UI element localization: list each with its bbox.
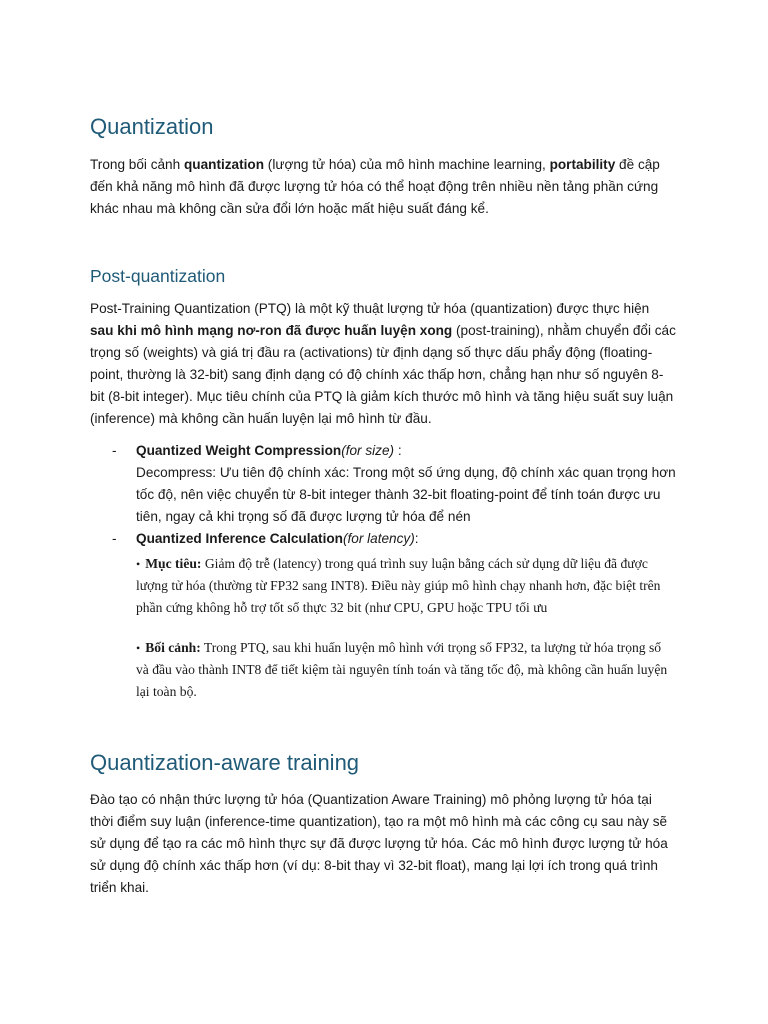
item-title: Quantized Weight Compression	[136, 443, 342, 458]
paragraph-qat: Đào tạo có nhận thức lượng tử hóa (Quantization Aware Training) mô phỏng lượng tử hóa tại thời điểm suy luận (inference-time quantization), tạo ra một mô hình mà các công cụ sau này sẽ sử dụng để tạo ra các mô hình thực sự đã được lượng tử hóa. Các mô hình được lượng tử hóa sử dụng độ chính xác thấp hơn (ví dụ: 8-bit thay vì 32-bit float), mang lại lợi ích trong quá trình triển khai.	[90, 792, 668, 895]
item-suffix: :	[414, 531, 419, 546]
list-item-weight-compression	[90, 440, 676, 528]
document-content	[90, 113, 676, 899]
item-title: Quantized Inference Calculation	[136, 531, 343, 546]
bullet-label: Bối cảnh:	[145, 640, 201, 655]
bullet-dot: •	[136, 641, 141, 655]
pasted-serif-block	[136, 553, 676, 703]
ptq-text-1: Post-Training Quantization (PTQ) là một kỹ thuật lượng tử hóa (quantization) được thực hiện	[90, 301, 650, 316]
item-heading	[136, 528, 676, 550]
bullet-label: Mục tiêu:	[145, 556, 202, 571]
heading-post-quantization: Post-quantization	[90, 266, 226, 286]
dash-marker: -	[112, 443, 117, 458]
bullet-muc-tieu	[136, 553, 676, 619]
intro-text-2: (lượng tử hóa) của mô hình machine learning,	[264, 157, 550, 172]
heading-quantization-aware-training: Quantization-aware training	[90, 750, 360, 775]
intro-bold-portability: portability	[549, 157, 616, 172]
heading-quantization: Quantization	[90, 114, 214, 139]
intro-bold-quantization: quantization	[183, 157, 265, 172]
item-heading	[136, 440, 676, 462]
item-body: Decompress: Ưu tiên độ chính xác: Trong một số ứng dụng, độ chính xác quan trọng hơn tốc độ, nên việc chuyển từ 8-bit integer thành 32-bit floating-point để tính toán được ưu tiên, ngay cả khi trọng số đã được lượng tử hóa để nén	[136, 465, 676, 524]
ptq-text-2: (post-training), nhằm chuyển đổi các trọng số (weights) và giá trị đầu ra (activations) từ định dạng số thực dấu phẩy động (floating-point, thường là 32-bit) sang định dạng có độ chính xác thấp hơn, chẳng hạn như số nguyên 8-bit (8-bit integer). Mục tiêu chính của PTQ là giảm kích thước mô hình và tăng hiệu suất suy luận (inference) mà không cần huấn luyện lại mô hình từ đầu.	[90, 323, 676, 426]
intro-text-1: Trong bối cảnh	[90, 157, 184, 172]
item-suffix: :	[394, 443, 402, 458]
bullet-text: Giảm độ trễ (latency) trong quá trình suy luận bằng cách sử dụng dữ liệu đã được lượng tử hóa (thường từ FP32 sang INT8). Điều này giúp mô hình chạy nhanh hơn, đặc biệt trên phần cứng không hỗ trợ tốt số thực 32 bit (như CPU, GPU hoặc TPU tối ưu	[136, 556, 661, 615]
paragraph-quantization-intro	[90, 154, 676, 220]
dash-marker: -	[112, 531, 117, 546]
bullet-text: Trong PTQ, sau khi huấn luyện mô hình với trọng số FP32, ta lượng tử hóa trọng số và đầu vào thành INT8 để tiết kiệm tài nguyên tính toán và tăng tốc độ, mà không cần huấn luyện lại toàn bộ.	[136, 640, 668, 699]
bullet-boi-canh	[136, 637, 676, 703]
ptq-bold: sau khi mô hình mạng nơ-ron đã được huấn luyện xong	[90, 323, 453, 338]
paragraph-ptq	[90, 298, 676, 430]
intro-text-3: đề cập đến khả năng mô hình đã được lượng tử hóa có thể hoạt động trên nhiều nền tảng phần cứng khác nhau mà không cần sửa đổi lớn hoặc mất hiệu suất đáng kể.	[90, 157, 660, 216]
item-qualifier: (for size)	[341, 443, 395, 458]
list-item-inference-calculation	[90, 528, 676, 703]
item-qualifier: (for latency)	[342, 531, 415, 546]
bullet-dot: •	[136, 557, 141, 571]
ptq-methods-list	[90, 440, 676, 703]
